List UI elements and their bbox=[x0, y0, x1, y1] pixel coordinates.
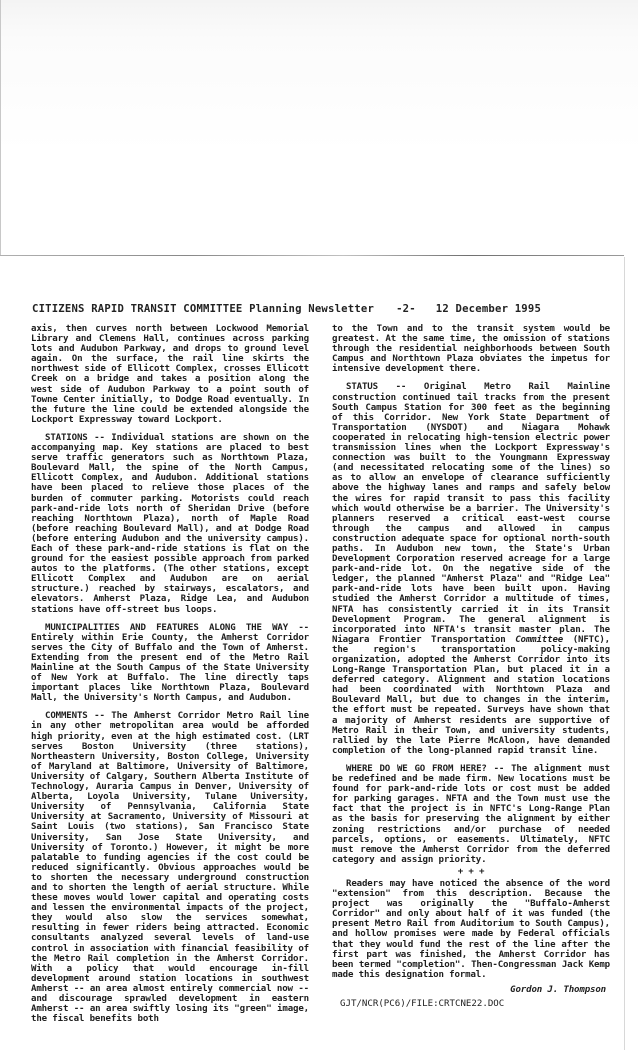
status-text-a: STATUS -- Original Metro Rail Mainline construction continued tail tracks from the present South Campus Station for 300 feet as the beginning of this Corridor. New York State Department of Transportation (NYSDOT) and Niagara Mohawk cooperated in relocating high-tension electric power transmission lines when the Lockport Expressway's connection was built to the Youngmann Expressway (and necessitated relocating some of the lines) so as to allow an envelope of clearance sufficiently above the highway lanes and ramps and safely below the wires for rapid transit to pass this facility which would otherwise be a barrier. The University's planners reserved a critical east-west course through the campus and allowed in campus construction adequate space for optional north-south paths. In Audubon new town, the State's Urban Development Corporation reserved acreage for a large park-and-ride lot. On the negative side of the ledger, the planned "Amherst Plaza" and "Ridge Lea" park-and-ride lots have been built upon. Having studied the Amherst Corridor a multitude of times, NFTA has consistently carried it in its Transit Development Program. The general alignment is incorporated into NFTA's transit master plan. The Niagara Frontier Transportation bbox=[332, 382, 610, 645]
status-text-italic: Committee bbox=[515, 634, 564, 645]
issue-date: 12 December 1995 bbox=[435, 303, 542, 315]
page-header bbox=[32, 303, 612, 315]
section-separator: + + + bbox=[457, 866, 485, 877]
blank-previous-page bbox=[0, 0, 638, 256]
status-text-b: (NFTC), the region's transportation policy-making organization, adopted the Amherst Corridor into its Long-Range Transportation Plan, but placed it in a deferred category. Alignment and station locations had been coordinated with Northtown Plaza and Boulevard Mall, but due to changes in the interim, the effort must be repeated. Surveys have shown that a majority of Amherst residents are supportive of Metro Rail in their Town, and university students, rallied by the late Pierre McAloon, have demanded completion of the long-planned rapid transit line. bbox=[332, 634, 610, 756]
newsletter-title: CITIZENS RAPID TRANSIT COMMITTEE Planning Newsletter bbox=[32, 303, 375, 315]
paragraph-where-do-we-go: WHERE DO WE GO FROM HERE? -- The alignment must be redefined and be made firm. New locations must be found for park-and-ride lots or cost must be added for parking garages. NFTA and the Town must use the fact that the project is in NFTC's Long-Range Plan as the basis for preserving the alignment by either zoning restrictions and/or purchase of needed parcels, options, or easements. Ultimately, NFTC must remove the Amherst Corridor from the deferred category and assign priority. bbox=[332, 763, 610, 865]
paragraph-municipalities: MUNICIPALITIES AND FEATURES ALONG THE WAY -- Entirely within Erie County, the Amherst Corridor serves the City of Buffalo and the Town of Amherst. Extending from the present end of the Metro Rail Mainline at the South Campus of the State University of New York at Buffalo. The line directly taps important places like Northtown Plaza, Boulevard Mall, the University's North Campus, and Audubon. bbox=[31, 622, 309, 704]
file-reference: GJT/NCR(PC6)/FILE:CRTCNE22.DOC bbox=[340, 999, 505, 1009]
page-number: -2- bbox=[396, 303, 416, 315]
author-signature: Gordon J. Thompson bbox=[510, 984, 606, 995]
paragraph-comments-continued: to the Town and to the transit system would be greatest. At the same time, the omission of stations through the residential neighborhoods between South Campus and Northtown Plaza obviates the impetus for intensive development there. bbox=[332, 324, 610, 375]
left-column bbox=[31, 324, 309, 1032]
paragraph-comments: COMMENTS -- The Amherst Corridor Metro Rail line in any other metropolitan area would be afforded high priority, even at the high estimated cost. (LRT serves Boston University (three stations), Northeastern University, Boston College, University of Maryland at Baltimore, University of Baltimore, University of Calgary, Southern Alberta Institute of Technology, Auraria Campus in Denver, University of Alberta, Loyola University, Tulane University, University of Pennsylvania, California State University at Sacramento, University of Missouri at Saint Louis (two stations), San Francisco State University, San Jose State University, and University of Toronto.) However, it might be more palatable to funding agencies if the cost could be reduced significantly. Obvious approaches would be to shorten the necessary underground construction and to shorten the length of aerial structure. While these moves would lower capital and operating costs and lessen the environmental impacts of the project, they would also slow the services somewhat, resulting in fewer riders being attracted. Economic consultants analyzed several levels of land-use control in association with financial feasibility of the Metro Rail completion in the Amherst Corridor. With a policy that would encourage in-fill development around station locations in southwest Amherst -- an area almost entirely commercial now -- and discourage sprawled development in eastern Amherst -- an area swiftly losing its "green" image, the fiscal benefits both bbox=[31, 711, 309, 1025]
paragraph-stations: STATIONS -- Individual stations are shown on the accompanying map. Key stations are placed to best serve traffic generators such as Northtown Plaza, Boulevard Mall, the spine of the North Campus, Ellicott Complex, and Audubon. Additional stations have been placed to relieve those places of the burden of commuter parking. Motorists could reach park-and-ride lots north of Sheridan Drive (before reaching Northtown Plaza), north of Maple Road (before reaching Boulevard Mall), and at Dodge Road (before entering Audubon and the university campus). Each of these park-and-ride stations is flat on the ground for the easiest possible approach from parked autos to the platforms. (The other stations, except Ellicott Complex and Audubon are on aerial structure.) reached by stairways, escalators, and elevators. Amherst Plaza, Ridge Lea, and Audubon stations have off-street bus loops. bbox=[31, 432, 309, 615]
paragraph-status bbox=[332, 382, 610, 755]
page-edge-divider bbox=[0, 255, 624, 256]
paragraph-alignment-continued: axis, then curves north between Lockwood Memorial Library and Clemens Hall, continues across parking lots and Audubon Parkway, and drops to ground level again. On the surface, the rail line skirts the northwest side of Ellicott Complex, crosses Ellicott Creek on a bridge and takes a position along the west side of Audubon Parkway to a point south of Towne Center initially, to Dodge Road eventually. In the future the line could be extended alongside the Lockport Expressway toward Lockport. bbox=[31, 324, 309, 425]
newsletter-page bbox=[0, 257, 625, 1050]
paragraph-readers-note: Readers may have noticed the absence of the word "extension" from this description. Because the project was originally the "Buffalo-Amherst Corridor" and only about half of it was funded (the present Metro Rail from Auditorium to South Campus), and hollow promises were made by Federal officials that they would fund the rest of the line after the first part was finished, the Amherst Corridor has been termed "completion". Then-Congressman Jack Kemp made this designation formal. bbox=[332, 878, 610, 980]
right-column bbox=[332, 324, 610, 1009]
